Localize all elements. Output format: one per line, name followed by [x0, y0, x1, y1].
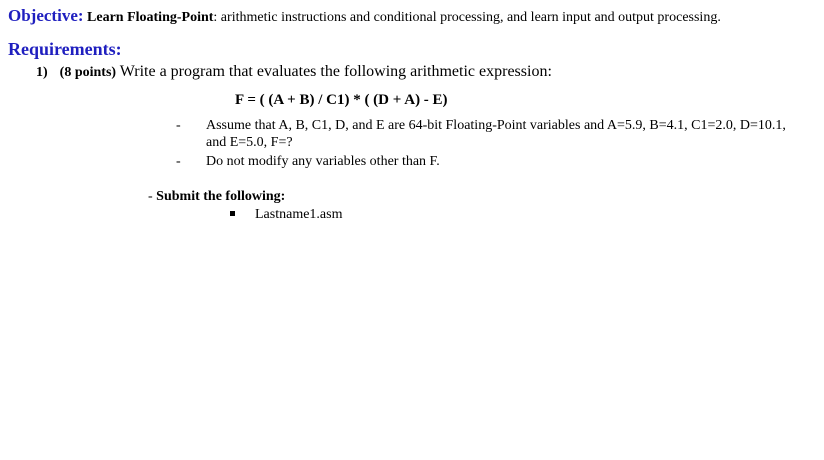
dash-bullet: - — [176, 118, 181, 133]
bullet-text: Assume that A, B, C1, D, and E are 64-bit Floating-Point variables and A=5.9, B=4.1, C1=2.0, D=10.1, and E=5.0, F=? — [206, 118, 786, 150]
arithmetic-formula: F = ( (A + B) / C1) * ( (D + A) - E) — [235, 92, 448, 108]
bullet-text: Do not modify any variables other than F. — [206, 154, 440, 169]
dash-bullet: - — [176, 154, 181, 169]
objective-line — [8, 6, 721, 26]
requirements-heading: Requirements: — [8, 39, 122, 59]
objective-label: Objective: — [8, 6, 84, 25]
submit-file-name: Lastname1.asm — [255, 207, 343, 222]
objective-topic: Learn Floating-Point — [87, 10, 214, 25]
submit-file-item — [230, 207, 342, 223]
square-bullet-icon — [230, 211, 235, 216]
requirement-points: (8 points) — [59, 65, 117, 80]
submit-line — [148, 189, 285, 205]
submit-title: Submit the following: — [156, 189, 286, 204]
dash-bullet: - — [148, 189, 153, 204]
objective-description: : arithmetic instructions and conditional processing, and learn input and output processing. — [213, 10, 721, 25]
requirement-text: Write a program that evaluates the following arithmetic expression: — [119, 63, 552, 80]
requirement-item — [36, 63, 552, 81]
requirement-number: 1) — [36, 65, 48, 80]
